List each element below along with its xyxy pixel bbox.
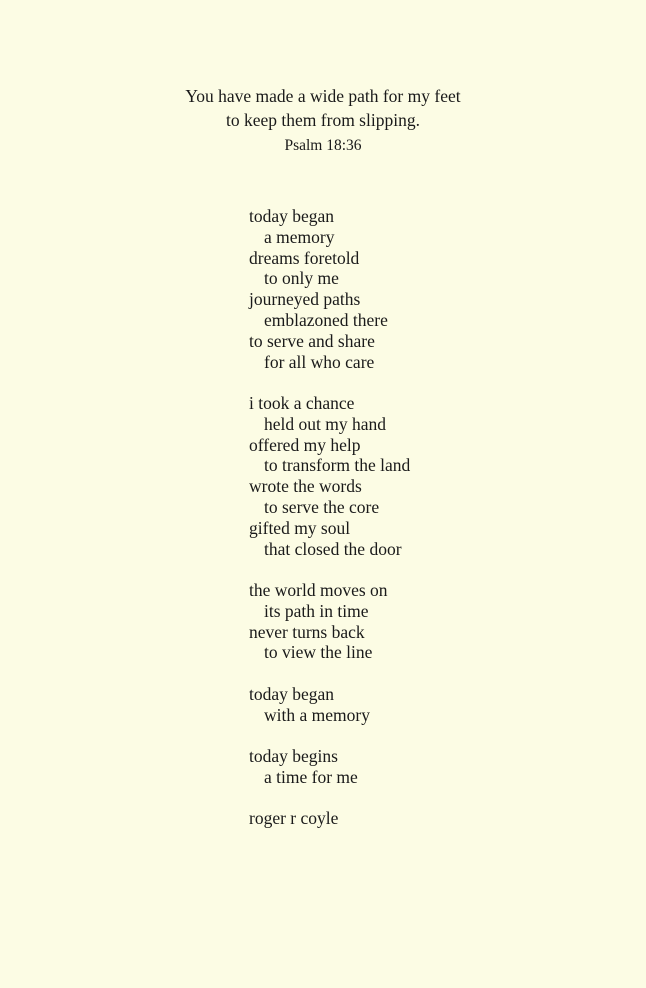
stanza: [249, 580, 646, 663]
poem-line: to view the line: [264, 642, 373, 663]
epigraph-block: [0, 84, 646, 158]
poem-line: journeyed paths: [249, 289, 361, 310]
poem-line: i took a chance: [249, 392, 355, 413]
stanza: [249, 393, 646, 559]
stanza: [249, 684, 646, 726]
poem-line: today began: [249, 683, 335, 704]
stanza: [249, 746, 646, 788]
poem-page: [0, 84, 646, 988]
epigraph-line-2: to keep them from slipping.: [226, 110, 420, 130]
poem-line: to serve and share: [249, 330, 375, 351]
poem-line: to transform the land: [264, 455, 411, 476]
epigraph-line-1: You have made a wide path for my feet: [185, 86, 461, 106]
poem-line: to only me: [264, 268, 339, 289]
poem-line: with a memory: [264, 704, 370, 725]
poem-line: for all who care: [264, 351, 375, 372]
poem-line: that closed the door: [264, 538, 402, 559]
poem-line: today began: [249, 206, 335, 226]
poem-line: today begins: [249, 745, 338, 766]
poem-line: dreams foretold: [249, 247, 360, 268]
poem-line: to serve the core: [264, 496, 380, 517]
author-signature: roger r coyle: [249, 808, 339, 829]
poem-line: the world moves on: [249, 579, 388, 600]
poem-line: never turns back: [249, 621, 365, 642]
poem-line: wrote the words: [249, 476, 362, 497]
poem-line: emblazoned there: [264, 309, 388, 330]
poem-body: [0, 206, 646, 788]
epigraph-reference: Psalm 18:36: [284, 137, 362, 154]
stanza: [249, 206, 646, 372]
poem-line: a time for me: [264, 766, 358, 787]
poem-line: a memory: [264, 226, 335, 247]
poem-line: its path in time: [264, 600, 369, 621]
poem-line: held out my hand: [264, 413, 386, 434]
poem-line: gifted my soul: [249, 517, 351, 538]
poem-line: offered my help: [249, 434, 361, 455]
